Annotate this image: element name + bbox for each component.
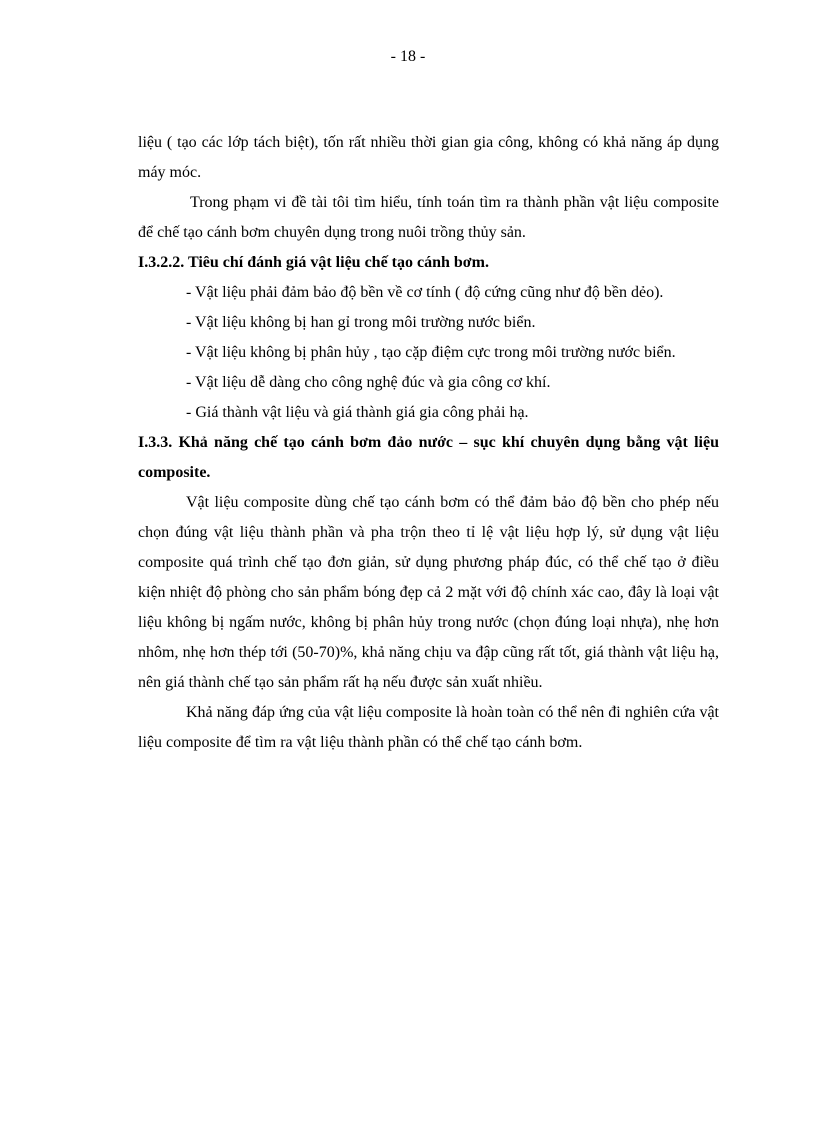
paragraph-continuation: liệu ( tạo các lớp tách biệt), tốn rất nhiều thời gian gia công, không có khả năng áp dụng máy móc. bbox=[138, 134, 719, 181]
criteria-item-3: - Vật liệu không bị phân hủy , tạo cặp điệm cực trong môi trường nước biển. bbox=[186, 344, 676, 361]
criteria-item-4: - Vật liệu dễ dàng cho công nghệ đúc và gia công cơ khí. bbox=[186, 374, 551, 391]
paragraph-conclusion: Khả năng đáp ứng của vật liệu composite là hoàn toàn có thể nên đi nghiên cứa vật liệu composite để tìm ra vật liệu thành phần có thể chế tạo cánh bơm. bbox=[138, 704, 719, 751]
page-content bbox=[138, 128, 719, 758]
section-heading-criteria: I.3.2.2. Tiêu chí đánh giá vật liệu chế tạo cánh bơm. bbox=[138, 254, 489, 271]
criteria-item-5: - Giá thành vật liệu và giá thành giá gia công phải hạ. bbox=[186, 404, 529, 421]
paragraph-scope: Trong phạm vi đề tài tôi tìm hiểu, tính toán tìm ra thành phần vật liệu composite để chế tạo cánh bơm chuyên dụng trong nuôi trồng thủy sản. bbox=[138, 194, 719, 241]
criteria-item-1: - Vật liệu phải đảm bảo độ bền về cơ tính ( độ cứng cũng như độ bền dẻo). bbox=[186, 284, 664, 301]
page-number: - 18 - bbox=[390, 48, 426, 65]
section-heading-feasibility: I.3.3. Khả năng chế tạo cánh bơm đảo nước – sục khí chuyên dụng bằng vật liệu composite. bbox=[138, 434, 719, 481]
criteria-item-2: - Vật liệu không bị han gỉ trong môi trường nước biển. bbox=[186, 314, 536, 331]
paragraph-composite-advantages: Vật liệu composite dùng chế tạo cánh bơm có thể đảm bảo độ bền cho phép nếu chọn đúng vật liệu thành phần và pha trộn theo tỉ lệ vật liệu hợp lý, sử dụng vật liệu composite quá trình chế tạo đơn giản, sử dụng phương pháp đúc, có thể chế tạo ở điều kiện nhiệt độ phòng cho sản phẩm bóng đẹp cả 2 mặt với độ chính xác cao, đây là loại vật liệu không bị ngấm nước, không bị phân hủy trong nước (chọn đúng loại nhựa), nhẹ hơn nhôm, nhẹ hơn thép tới (50-70)%, khả năng chịu va đập cũng rất tốt, giá thành vật liệu hạ, nên giá thành chế tạo sản phẩm rất hạ nếu được sản xuất nhiều. bbox=[138, 494, 719, 691]
